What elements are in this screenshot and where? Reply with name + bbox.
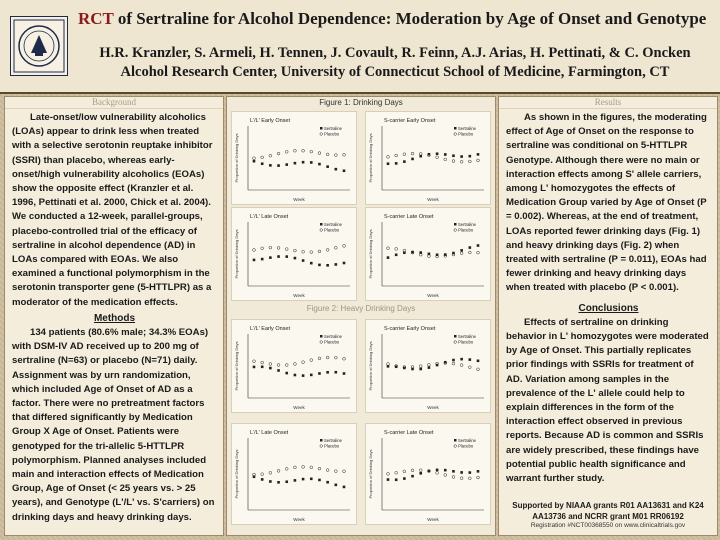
placebo-point — [310, 466, 313, 469]
placebo-point — [269, 154, 272, 157]
placebo-point — [460, 252, 463, 255]
sertraline-point — [469, 358, 472, 361]
funding-block — [499, 500, 717, 529]
placebo-point — [253, 249, 256, 252]
legend-swatch-sertraline — [454, 223, 457, 226]
fig1-panel-4-plot — [366, 208, 490, 300]
placebo-point — [253, 157, 256, 160]
sertraline-point — [285, 480, 288, 483]
placebo-point — [261, 361, 264, 364]
sertraline-point — [294, 374, 297, 377]
placebo-point — [334, 154, 337, 157]
sertraline-point — [277, 164, 280, 167]
fig2-panel-3-plot — [232, 424, 356, 524]
sertraline-point — [261, 366, 264, 369]
sertraline-point — [436, 469, 439, 472]
legend-placebo: Placebo — [324, 131, 340, 137]
sertraline-point — [310, 478, 313, 481]
panel-label: S-carrier Early Onset — [384, 118, 436, 124]
legend-sertraline: Sertraline — [324, 438, 342, 443]
sertraline-point — [343, 169, 346, 172]
sertraline-point — [302, 478, 305, 481]
legend-swatch-sertraline — [320, 127, 323, 130]
sertraline-point — [269, 480, 272, 483]
sertraline-point — [403, 160, 406, 163]
placebo-point — [294, 466, 297, 469]
y-axis-label: Proportion of Drinking Days — [234, 449, 239, 499]
fig1-panel-3-plot — [232, 208, 356, 300]
placebo-point — [310, 150, 313, 153]
fig1-panel-1 — [231, 111, 357, 205]
legend-swatch-placebo — [320, 133, 323, 136]
support-text: Supported by NIAAA grants R01 AA13631 and K24 AA13736 and NCRR grant M01 RR06192 — [512, 501, 704, 521]
placebo-point — [326, 356, 329, 359]
x-axis-label: Week — [293, 197, 305, 202]
sertraline-point — [436, 152, 439, 155]
legend-sertraline: Sertraline — [458, 222, 476, 227]
figure1-title: Figure 1: Drinking Days — [319, 98, 403, 107]
y-axis-label: Proportion of Drinking Days — [234, 229, 239, 279]
placebo-point — [436, 471, 439, 474]
placebo-point — [326, 469, 329, 472]
placebo-point — [395, 248, 398, 251]
placebo-point — [318, 250, 321, 253]
fig2-panel-2-plot — [366, 320, 490, 412]
legend-placebo: Placebo — [324, 339, 340, 345]
y-axis-label: Proportion of Drinking Days — [368, 449, 373, 499]
sertraline-point — [469, 471, 472, 474]
sertraline-point — [335, 168, 338, 171]
right-body — [499, 109, 717, 486]
placebo-point — [452, 476, 455, 479]
registration-text: Registration #NCT00368550 on www.clinicaltrials.gov — [530, 522, 686, 529]
x-axis-label: Week — [427, 197, 439, 202]
sertraline-point — [444, 469, 447, 472]
placebo-point — [387, 472, 390, 475]
legend-sertraline: Sertraline — [324, 222, 342, 227]
background-heading: Background — [5, 97, 223, 109]
placebo-point — [302, 250, 305, 253]
sertraline-point — [460, 155, 463, 158]
panel-label: S-carrier Late Onset — [384, 214, 434, 220]
placebo-point — [460, 364, 463, 367]
legend-swatch-sertraline — [454, 439, 457, 442]
sertraline-point — [452, 154, 455, 157]
sertraline-point — [326, 481, 329, 484]
legend-swatch-placebo — [454, 341, 457, 344]
sertraline-point — [419, 368, 422, 371]
background-text: Late-onset/low vulnerability alcoholics (LOAs) appear to drink less when treated with a selective serotonin reuptake inhibitor (SSRI) than placebo, whereas early-onset/high vulnerability alcoholics (EOAs) show the opposite effect (Kranzler et al. 1996, Pettinati et al. 2000, Chick et al. 2004). We conducted a 12-week, parallel-groups, placebo-controlled trial of the efficacy of sertraline in alcohol dependence (AD) in LOAs compared with EOAs. We also examined a functional polymorphism in the serotonin transporter gene (5-HTTLPR) as a moderator of the medication effects. — [12, 112, 213, 308]
fig1-panel-3 — [231, 207, 357, 301]
y-axis-label: Proportion of Drinking Days — [234, 341, 239, 391]
placebo-point — [318, 467, 321, 470]
sertraline-point — [261, 478, 264, 481]
legend-swatch-placebo — [320, 445, 323, 448]
title-rest: of Sertraline for Alcohol Dependence: Moderation by Age of Onset and Genotype — [113, 9, 707, 28]
legend-swatch-sertraline — [320, 223, 323, 226]
sertraline-point — [285, 255, 288, 258]
x-axis-label: Week — [293, 405, 305, 410]
placebo-point — [285, 150, 288, 153]
sertraline-point — [285, 163, 288, 166]
placebo-point — [452, 362, 455, 365]
left-body — [5, 109, 223, 525]
legend-placebo: Placebo — [458, 131, 474, 137]
sertraline-point — [318, 264, 321, 267]
sertraline-point — [261, 162, 264, 165]
sertraline-point — [395, 254, 398, 257]
placebo-point — [403, 470, 406, 473]
placebo-point — [343, 244, 346, 247]
placebo-point — [334, 356, 337, 359]
y-axis-label: Proportion of Drinking Days — [368, 341, 373, 391]
legend-sertraline: Sertraline — [458, 126, 476, 131]
placebo-point — [444, 474, 447, 477]
sertraline-point — [326, 371, 329, 374]
sertraline-point — [310, 161, 313, 164]
placebo-point — [387, 247, 390, 250]
panel-label: L'/L' Late Onset — [250, 430, 289, 436]
placebo-point — [419, 469, 422, 472]
poster-title — [78, 9, 718, 29]
legend-swatch-sertraline — [454, 127, 457, 130]
sertraline-point — [411, 158, 414, 161]
x-axis-label: Week — [427, 517, 439, 522]
placebo-point — [334, 246, 337, 249]
placebo-point — [277, 152, 280, 155]
placebo-point — [428, 363, 431, 366]
title-prefix: RCT — [78, 9, 114, 28]
sertraline-point — [310, 262, 313, 265]
placebo-point — [302, 149, 305, 152]
placebo-point — [302, 465, 305, 468]
right-column — [498, 96, 718, 536]
placebo-point — [403, 153, 406, 156]
x-axis-label: Week — [427, 405, 439, 410]
placebo-point — [477, 251, 480, 254]
figure-column — [226, 96, 496, 536]
placebo-point — [269, 246, 272, 249]
university-seal-icon — [10, 16, 68, 76]
authors: H.R. Kranzler, S. Armeli, H. Tennen, J. Covault, R. Feinn, A.J. Arias, H. Pettinati, & C. Oncken — [99, 45, 691, 61]
placebo-point — [411, 152, 414, 155]
sertraline-point — [419, 472, 422, 475]
sertraline-point — [469, 155, 472, 158]
sertraline-point — [469, 246, 472, 249]
methods-text: 134 patients (80.6% male; 34.3% EOAs) with DSM-IV AD received up to 200 mg of sertraline (N=63) or placebo (N=71) daily. Assignment was by urn randomization, which included Age of Onset of AD as a factor. There were no pretreatment factors that differed significantly by Medication Group X Age of Onset. Patients were genotyped for the tri-allelic 5-HTTLPR polymorphism. Planned analyses included main and interaction effects of Medication Group, Age of Onset (< 25 years vs. > 25 years), and Genotype (L'/L' vs. S'carriers) on drinking days and heavy drinking days. — [12, 327, 215, 523]
sertraline-point — [343, 372, 346, 375]
panel-label: L'/L' Early Onset — [250, 326, 291, 332]
sertraline-point — [294, 479, 297, 482]
sertraline-point — [452, 470, 455, 473]
affiliation: Alcohol Research Center, University of Connecticut School of Medicine, Farmington, CT — [120, 64, 670, 80]
sertraline-point — [387, 478, 390, 481]
sertraline-point — [302, 161, 305, 164]
legend-placebo: Placebo — [324, 443, 340, 449]
sertraline-point — [395, 162, 398, 165]
placebo-point — [395, 154, 398, 157]
sertraline-point — [460, 358, 463, 361]
placebo-point — [261, 247, 264, 250]
placebo-point — [294, 363, 297, 366]
left-column — [4, 96, 224, 536]
sertraline-point — [387, 162, 390, 165]
legend-placebo: Placebo — [458, 443, 474, 449]
placebo-point — [460, 160, 463, 163]
fig2-panel-2 — [365, 319, 491, 413]
sertraline-point — [403, 477, 406, 480]
placebo-point — [310, 251, 313, 254]
placebo-point — [269, 471, 272, 474]
conclusions-text: Effects of sertraline on drinking behavior in L' homozygotes were moderated by Age of Onset. This partially replicates prior findings with SSRIs for treatment of AD. Variation among samples in the prevalence of the L' allele could help to explain differences in the form of the interaction effect observed in previous reports. Because AD is common and SSRIs are widely prescribed, these findings have potential public health significance and warrant further study. — [506, 316, 709, 485]
sertraline-point — [326, 165, 329, 168]
legend-swatch-placebo — [320, 341, 323, 344]
sertraline-point — [460, 249, 463, 252]
placebo-point — [444, 158, 447, 161]
placebo-point — [285, 248, 288, 251]
placebo-point — [477, 368, 480, 371]
placebo-point — [269, 363, 272, 366]
sertraline-point — [269, 164, 272, 167]
methods-heading: Methods — [93, 312, 136, 324]
placebo-point — [419, 365, 422, 368]
placebo-point — [326, 153, 329, 156]
placebo-point — [343, 357, 346, 360]
legend-sertraline: Sertraline — [458, 334, 476, 339]
placebo-point — [285, 467, 288, 470]
sertraline-point — [343, 486, 346, 489]
sertraline-point — [294, 162, 297, 165]
placebo-point — [318, 152, 321, 155]
placebo-point — [477, 159, 480, 162]
legend-swatch-placebo — [454, 229, 457, 232]
placebo-point — [294, 249, 297, 252]
sertraline-point — [302, 259, 305, 262]
poster-header — [0, 0, 720, 94]
fig1-panel-2-plot — [366, 112, 490, 204]
sertraline-point — [318, 479, 321, 482]
legend-placebo: Placebo — [458, 227, 474, 233]
sertraline-point — [253, 160, 256, 163]
placebo-point — [343, 470, 346, 473]
panel-label: S-carrier Early Onset — [384, 326, 436, 332]
placebo-point — [468, 160, 471, 163]
sertraline-point — [343, 262, 346, 265]
sertraline-point — [269, 256, 272, 259]
sertraline-point — [326, 264, 329, 267]
sertraline-point — [428, 366, 431, 369]
legend-sertraline: Sertraline — [458, 438, 476, 443]
panel-label: L'/L' Early Onset — [250, 118, 291, 124]
placebo-point — [477, 476, 480, 479]
sertraline-point — [477, 470, 480, 473]
sertraline-point — [302, 374, 305, 377]
sertraline-point — [253, 259, 256, 262]
placebo-point — [468, 251, 471, 254]
sertraline-point — [411, 475, 414, 478]
legend-sertraline: Sertraline — [324, 126, 342, 131]
placebo-point — [387, 155, 390, 158]
y-axis-label: Proportion of Drinking Days — [368, 229, 373, 279]
sertraline-point — [310, 374, 313, 377]
sertraline-point — [335, 371, 338, 374]
sertraline-point — [277, 255, 280, 258]
legend-swatch-sertraline — [454, 335, 457, 338]
placebo-point — [277, 469, 280, 472]
legend-placebo: Placebo — [324, 227, 340, 233]
legend-swatch-sertraline — [320, 335, 323, 338]
sertraline-point — [460, 471, 463, 474]
fig1-panel-1-plot — [232, 112, 356, 204]
placebo-point — [310, 359, 313, 362]
y-axis-label: Proportion of Drinking Days — [368, 133, 373, 183]
sertraline-point — [269, 367, 272, 370]
placebo-point — [253, 473, 256, 476]
panel-label: S-carrier Late Onset — [384, 430, 434, 436]
sertraline-point — [477, 244, 480, 247]
x-axis-label: Week — [293, 293, 305, 298]
sertraline-point — [477, 359, 480, 362]
placebo-point — [285, 364, 288, 367]
placebo-point — [334, 470, 337, 473]
sertraline-point — [285, 372, 288, 375]
placebo-point — [343, 153, 346, 156]
legend-swatch-placebo — [320, 229, 323, 232]
placebo-point — [261, 156, 264, 159]
y-axis-label: Proportion of Drinking Days — [234, 133, 239, 183]
sertraline-point — [444, 153, 447, 156]
sertraline-point — [318, 372, 321, 375]
panel-label: L'/L' Late Onset — [250, 214, 289, 220]
placebo-point — [302, 361, 305, 364]
results-text: As shown in the figures, the moderating effect of Age of Onset on the response to sertraline was conditional on 5-HTTLPR Genotype. Although there were no main or interaction effects among S' allele carriers, among L' homozygotes the effects of Medication Group varied by Age of Onset (P = 0.002). Whereas, at the end of treatment, LOAs reported fewer drinking days (Fig. 1) and heavy drinking days (Fig. 2) when treated with sertraline (P = 0.011), EOAs had fewer drinking and heavy drinking days when treated with placebo (P < 0.001). — [506, 112, 707, 294]
x-axis-label: Week — [427, 293, 439, 298]
legend-swatch-sertraline — [320, 439, 323, 442]
sertraline-point — [395, 478, 398, 481]
fig1-panel-2 — [365, 111, 491, 205]
fig2-panel-1-plot — [232, 320, 356, 412]
sertraline-point — [253, 366, 256, 369]
placebo-point — [460, 477, 463, 480]
legend-placebo: Placebo — [458, 339, 474, 345]
placebo-point — [326, 248, 329, 251]
x-axis-label: Week — [293, 517, 305, 522]
sertraline-point — [477, 153, 480, 156]
sertraline-point — [387, 256, 390, 259]
sertraline-point — [277, 481, 280, 484]
sertraline-point — [335, 484, 338, 487]
placebo-point — [318, 357, 321, 360]
sertraline-point — [335, 263, 338, 266]
placebo-point — [452, 160, 455, 163]
placebo-point — [468, 477, 471, 480]
legend-swatch-placebo — [454, 445, 457, 448]
legend-swatch-placebo — [454, 133, 457, 136]
placebo-point — [436, 156, 439, 159]
fig2-panel-4-plot — [366, 424, 490, 524]
placebo-point — [468, 366, 471, 369]
figure2-title: Figure 2: Heavy Drinking Days — [306, 304, 416, 313]
placebo-point — [261, 473, 264, 476]
sertraline-point — [318, 163, 321, 166]
legend-sertraline: Sertraline — [324, 334, 342, 339]
fig1-panel-4 — [365, 207, 491, 301]
sertraline-point — [277, 369, 280, 372]
placebo-point — [395, 471, 398, 474]
results-heading: Results — [499, 97, 717, 109]
sertraline-point — [452, 359, 455, 362]
placebo-point — [411, 469, 414, 472]
sertraline-point — [294, 257, 297, 260]
fig2-panel-3 — [231, 423, 357, 525]
placebo-point — [277, 364, 280, 367]
placebo-point — [253, 360, 256, 363]
sertraline-point — [261, 258, 264, 261]
placebo-point — [277, 247, 280, 250]
fig2-panel-1 — [231, 319, 357, 413]
fig2-panel-4 — [365, 423, 491, 525]
author-block — [80, 44, 710, 82]
placebo-point — [294, 149, 297, 152]
conclusions-heading: Conclusions — [578, 302, 639, 314]
